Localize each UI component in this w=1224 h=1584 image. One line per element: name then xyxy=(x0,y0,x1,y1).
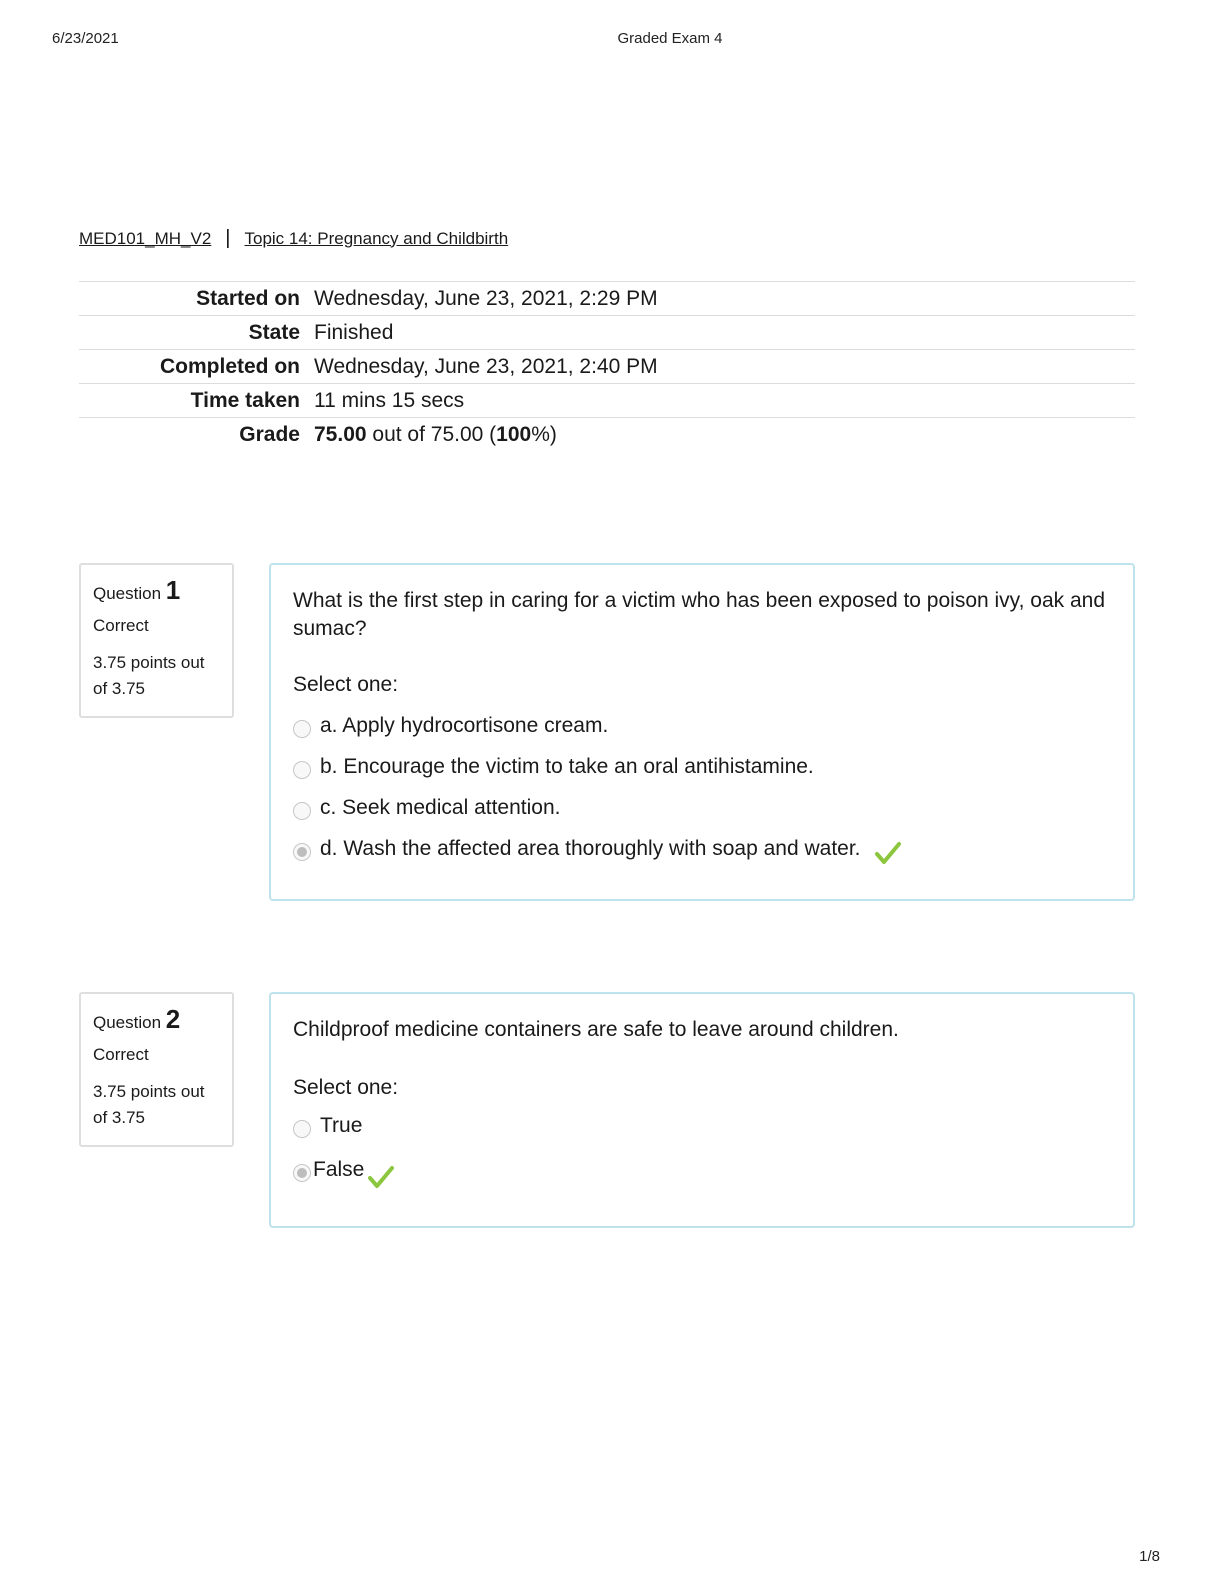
question-content-2 xyxy=(269,992,1135,1228)
checkmark-icon xyxy=(368,1165,394,1189)
state-value: Finished xyxy=(314,316,1135,350)
grade-label: Grade xyxy=(79,418,314,452)
question-state: Correct xyxy=(93,1045,149,1064)
question-state: Correct xyxy=(93,616,149,635)
answer-option-label: d. Wash the affected area thoroughly with soap and water. xyxy=(320,836,861,860)
answer-option-false[interactable] xyxy=(293,1148,1111,1192)
completed-value: Wednesday, June 23, 2021, 2:40 PM xyxy=(314,350,1135,384)
question-grade: 3.75 points out of 3.75 xyxy=(93,653,205,698)
breadcrumb xyxy=(79,227,508,250)
radio-button-icon[interactable] xyxy=(293,761,311,779)
summary-row-time xyxy=(79,384,1135,418)
summary-row-grade xyxy=(79,418,1135,452)
grade-score: 75.00 xyxy=(314,422,367,446)
question-grade: 3.75 points out of 3.75 xyxy=(93,1082,205,1127)
answer-option-d[interactable] xyxy=(293,828,1111,869)
attempt-summary-table xyxy=(79,281,1135,451)
question-word: Question xyxy=(93,584,162,603)
answer-option-label: c. Seek medical attention. xyxy=(320,795,561,819)
answer-option-a[interactable] xyxy=(293,705,1111,746)
question-text: What is the first step in caring for a victim who has been exposed to poison ivy, oak and sumac? xyxy=(293,589,1106,640)
radio-button-icon[interactable] xyxy=(293,1120,311,1138)
answer-option-true[interactable] xyxy=(293,1104,1111,1148)
question-number: 1 xyxy=(165,575,181,605)
question-info-1 xyxy=(79,563,234,718)
select-one-prompt: Select one: xyxy=(293,673,399,696)
summary-row-started xyxy=(79,282,1135,316)
question-word: Question xyxy=(93,1013,162,1032)
time-taken-value: 11 mins 15 secs xyxy=(314,384,1135,418)
page-number: 1/8 xyxy=(1139,1548,1160,1565)
radio-button-checked-icon[interactable] xyxy=(293,843,311,861)
radio-button-icon[interactable] xyxy=(293,720,311,738)
answer-option-b[interactable] xyxy=(293,746,1111,787)
question-info-2 xyxy=(79,992,234,1147)
answer-options xyxy=(293,1104,1111,1192)
question-number: 2 xyxy=(165,1004,181,1034)
print-date: 6/23/2021 xyxy=(52,30,119,47)
summary-row-completed xyxy=(79,350,1135,384)
time-taken-label: Time taken xyxy=(79,384,314,418)
state-label: State xyxy=(79,316,314,350)
print-title: Graded Exam 4 xyxy=(617,30,723,47)
started-label: Started on xyxy=(79,282,314,316)
breadcrumb-course-link[interactable]: MED101_MH_V2 xyxy=(79,228,212,248)
breadcrumb-separator: | xyxy=(225,227,231,249)
question-text: Childproof medicine containers are safe to leave around children. xyxy=(293,1018,899,1041)
completed-label: Completed on xyxy=(79,350,314,384)
started-value: Wednesday, June 23, 2021, 2:29 PM xyxy=(314,282,1135,316)
radio-button-checked-icon[interactable] xyxy=(293,1164,311,1182)
grade-value xyxy=(314,418,1135,452)
summary-row-state xyxy=(79,316,1135,350)
answer-option-label: b. Encourage the victim to take an oral antihistamine. xyxy=(320,754,814,778)
grade-percent: 100 xyxy=(496,422,532,446)
answer-option-c[interactable] xyxy=(293,787,1111,828)
answer-option-label: True xyxy=(320,1114,363,1137)
question-content-1 xyxy=(269,563,1135,901)
breadcrumb-topic-link[interactable]: Topic 14: Pregnancy and Childbirth xyxy=(244,228,509,248)
select-one-prompt: Select one: xyxy=(293,1076,399,1099)
grade-percent-suffix: %) xyxy=(531,422,557,446)
checkmark-icon xyxy=(875,841,901,865)
answer-option-label: a. Apply hydrocortisone cream. xyxy=(320,713,609,737)
answer-option-label: False xyxy=(313,1158,365,1181)
question-number-label xyxy=(93,575,220,606)
question-number-label xyxy=(93,1004,220,1035)
answer-options xyxy=(293,705,1111,869)
grade-out-of: out of 75.00 ( xyxy=(366,422,497,446)
radio-button-icon[interactable] xyxy=(293,802,311,820)
